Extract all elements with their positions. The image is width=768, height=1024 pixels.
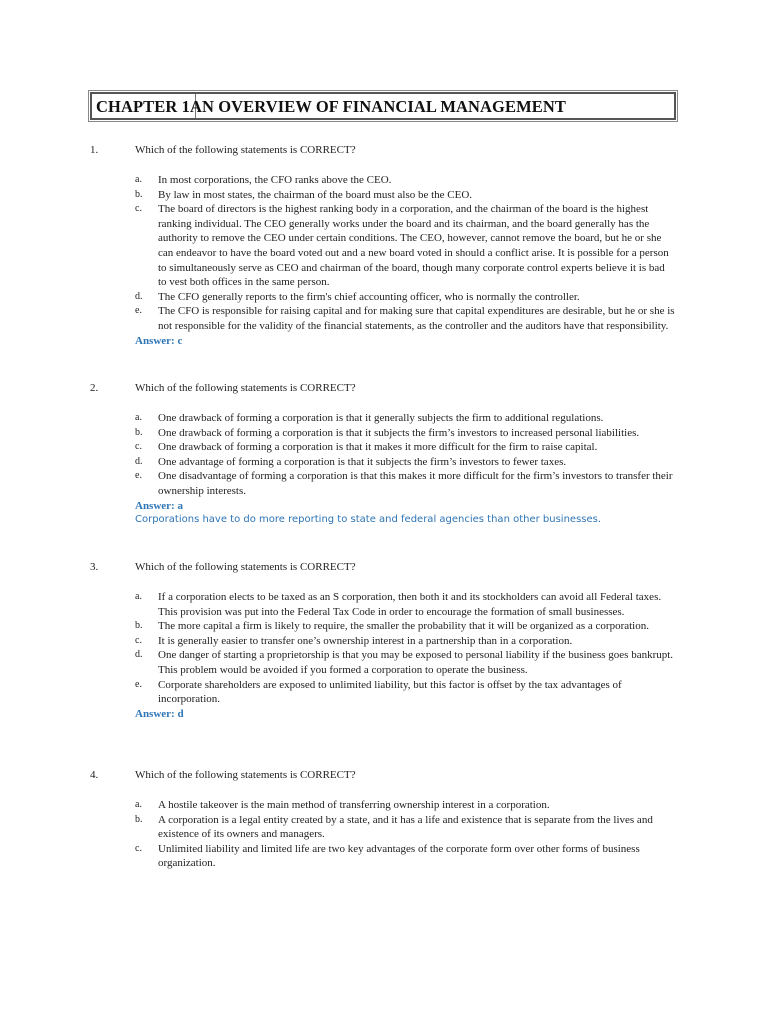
option-c <box>135 202 675 290</box>
option-letter: c. <box>135 634 142 646</box>
option-letter: b. <box>135 813 143 825</box>
option-e <box>135 304 675 333</box>
option-a <box>135 411 675 426</box>
option-text: The CFO generally reports to the firm's chief accounting officer, who is normally the controller. <box>158 290 580 303</box>
option-c <box>135 842 675 871</box>
option-text: Corporate shareholders are exposed to unlimited liability, but this factor is offset by the tax advantages of incorporation. <box>158 678 622 706</box>
question-number: 4. <box>90 769 99 781</box>
chapter-label: CHAPTER 1 <box>96 97 190 116</box>
option-a <box>135 798 675 813</box>
option-letter: a. <box>135 591 142 602</box>
option-text: One disadvantage of forming a corporation is that this makes it more difficult for the firm’s investors to transfer their ownership interests. <box>158 470 673 497</box>
option-text: One drawback of forming a corporation is that it subjects the firm’s investors to increased personal liabilities. <box>158 426 640 439</box>
option-text: One advantage of forming a corporation is that it subjects the firm’s investors to fewer taxes. <box>158 455 567 468</box>
option-d <box>135 455 675 470</box>
question-number: 1. <box>90 144 99 156</box>
option-a <box>135 590 675 619</box>
option-e <box>135 469 675 498</box>
option-text: One drawback of forming a corporation is that it makes it more difficult for the firm to raise capital. <box>158 441 598 454</box>
question-text: Which of the following statements is CORRECT? <box>135 561 356 573</box>
answer-key: Answer: d <box>135 707 184 720</box>
option-text: By law in most states, the chairman of the board must also be the CEO. <box>158 188 473 201</box>
option-text: A corporation is a legal entity created by a state, and it has a life and existence that is separate from the lives and existence of its owners and managers. <box>158 813 653 841</box>
option-letter: a. <box>135 174 142 185</box>
option-letter: a. <box>135 412 142 423</box>
answer-key: Answer: c <box>135 334 183 347</box>
option-letter: d. <box>135 649 143 661</box>
option-text: In most corporations, the CFO ranks above the CEO. <box>158 174 392 186</box>
option-letter: b. <box>135 188 143 200</box>
option-letter: c. <box>135 842 142 854</box>
answer-explanation: Corporations have to do more reporting to state and federal agencies than other businesses. <box>135 514 602 526</box>
option-c <box>135 634 675 649</box>
option-e <box>135 678 675 707</box>
question-text: Which of the following statements is CORRECT? <box>135 144 356 156</box>
option-list <box>135 798 675 871</box>
option-letter: e. <box>135 305 142 317</box>
option-letter: e. <box>135 678 142 690</box>
option-text: One danger of starting a proprietorship is that you may be exposed to personal liability if the business goes bankrupt. This problem would be avoided if you formed a corporation to operate the business. <box>158 649 674 676</box>
chapter-title-box <box>90 92 676 120</box>
option-text: Unlimited liability and limited life are two key advantages of the corporate form over other forms of business organization. <box>158 842 640 870</box>
option-text: One drawback of forming a corporation is that it generally subjects the firm to additional regulations. <box>158 412 604 424</box>
option-b <box>135 426 675 441</box>
option-letter: b. <box>135 426 143 438</box>
question-text: Which of the following statements is CORRECT? <box>135 769 356 781</box>
option-b <box>135 813 675 842</box>
answer-key: Answer: a <box>135 499 183 512</box>
option-letter: d. <box>135 455 143 467</box>
option-a <box>135 173 675 188</box>
option-text: If a corporation elects to be taxed as an S corporation, then both it and its stockholders can avoid all Federal taxes. This provision was put into the Federal Tax Code in order to encourage the formation of small businesses. <box>158 591 662 618</box>
option-letter: a. <box>135 799 142 810</box>
option-c <box>135 440 675 455</box>
option-b <box>135 188 675 203</box>
option-list <box>135 173 675 348</box>
option-letter: d. <box>135 290 143 302</box>
option-list <box>135 411 675 528</box>
option-text: The CFO is responsible for raising capital and for making sure that capital expenditures are desirable, but he or she is not responsible for the validity of the financial statements, as the controller and the auditors have that responsibility. <box>158 305 675 332</box>
option-letter: e. <box>135 470 142 482</box>
option-text: It is generally easier to transfer one’s ownership interest in a partnership than in a corporation. <box>158 634 573 647</box>
option-b <box>135 619 675 634</box>
question-number: 3. <box>90 561 99 573</box>
question-number: 2. <box>90 382 99 394</box>
option-text: A hostile takeover is the main method of transferring ownership interest in a corporation. <box>158 799 550 811</box>
option-list <box>135 590 675 721</box>
option-d <box>135 290 675 305</box>
chapter-heading <box>96 97 566 117</box>
option-text: The more capital a firm is likely to require, the smaller the probability that it will be organized as a corporation. <box>158 620 649 633</box>
option-d <box>135 648 675 677</box>
chapter-title: AN OVERVIEW OF FINANCIAL MANAGEMENT <box>189 97 566 116</box>
option-letter: b. <box>135 620 143 632</box>
option-letter: c. <box>135 441 142 453</box>
option-text: The board of directors is the highest ranking body in a corporation, and the chairman of the board is the highest ranking individual. The CEO generally works under the board and its chairman, and the board generally has the authority to remove the CEO under certain conditions. The CEO, however, cannot remove the board, but he or she can endeavor to have the board voted out and a new board voted in should a conflict arise. It is possible for a person to simultaneously serve as CEO and chairman of the board, though many corporate control experts believe it is bad to vest both offices in the same person. <box>158 203 669 289</box>
question-text: Which of the following statements is CORRECT? <box>135 382 356 394</box>
option-letter: c. <box>135 203 142 215</box>
